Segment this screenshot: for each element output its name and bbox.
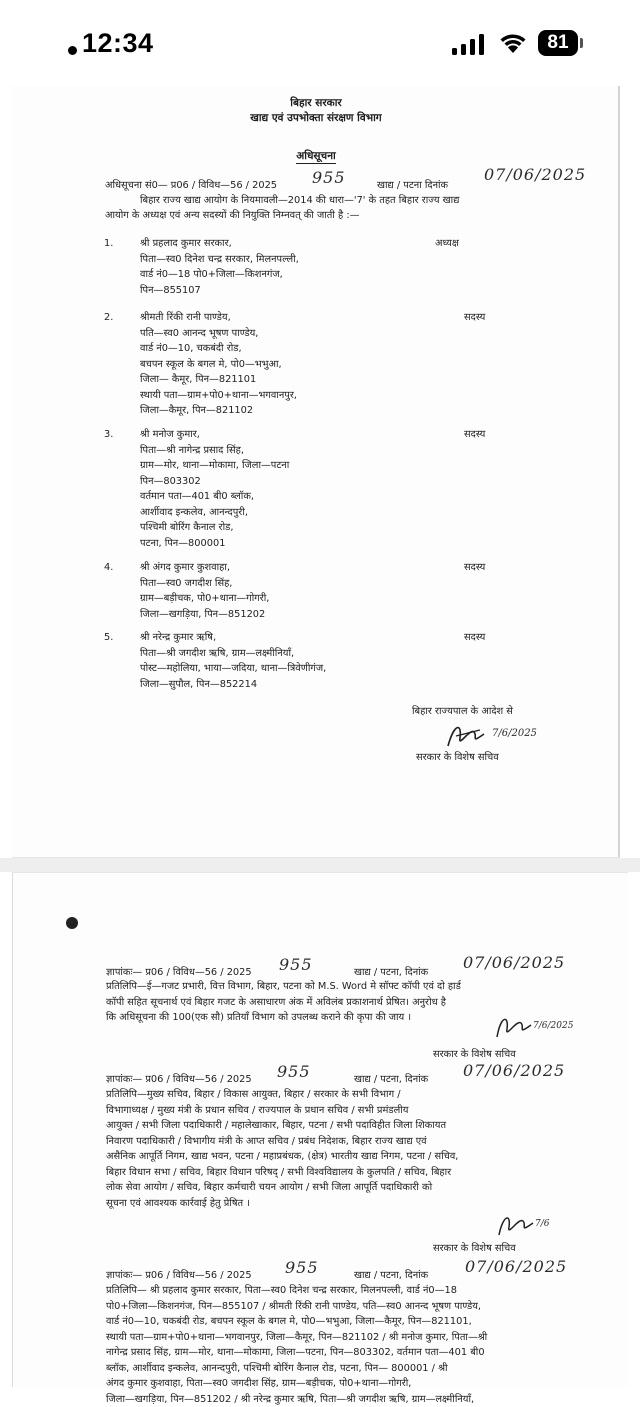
memo-line: प्रतिलिपि—मुख्य सचिव, बिहार / विकास आयुक्त, बिहार / सरकार के सभी विभाग / bbox=[106, 1087, 616, 1103]
memo-line: कॉपी सहित सूचनार्थ एवं बिहार गजट के असाधारण अंक में अविलंब प्रकाशनार्थ प्रेषित। अनुरोध है bbox=[106, 995, 616, 1011]
memo-line: प्रतिलिपि—ई—गजट प्रभारी, वित्त विभाग, बिहार, पटना को M.S. Word मे सॉफ्ट कॉपी एवं दो हार्ड bbox=[106, 979, 616, 995]
governor-order-line: बिहार राज्यपाल के आदेश से bbox=[412, 704, 513, 720]
signatory-title: सरकार के विशेष सचिव bbox=[433, 1047, 516, 1063]
member-role: सदस्य bbox=[464, 630, 485, 646]
memo-line: नागेन्द्र प्रसाद सिंह, ग्राम—मोर, थाना—मोकामा, जिला—पटना, पिन—803302, वर्तमान पता—401 बी0 bbox=[106, 1345, 616, 1361]
memo-line: कि अधिसूचना की 100(एक सौ) प्रतियाँ विभाग को उपलब्ध कराने की कृपा की जाय । bbox=[106, 1010, 616, 1026]
member-role: अध्यक्ष bbox=[435, 236, 459, 252]
member-line: वर्तमान पता—401 बी0 ब्लॉक, bbox=[140, 489, 289, 505]
memo-line: आयुक्त / सभी जिला पदाधिकारी / महालेखाकार, बिहार, पटना / सभी पदाविहीत जिला शिकायत bbox=[106, 1118, 616, 1134]
govt-heading: बिहार सरकार bbox=[12, 96, 620, 112]
member-line: ग्राम—मोर, थाना—मोकामा, जिला—पटना bbox=[140, 458, 289, 474]
memo-line: निवारण पदाधिकारी / विभागीय मंत्री के आप्त सचिव / प्रबंध निदेशक, बिहार राज्य खाद्य एवं bbox=[106, 1134, 616, 1150]
punch-hole-icon bbox=[66, 917, 78, 929]
member-line: श्री मनोज कुमार, bbox=[140, 427, 289, 443]
intro-line-2: आयोग के अध्यक्ष एवं अन्य सदस्यों की नियुक्ति निम्नवत् की जाती है :— bbox=[105, 208, 359, 224]
memo-ref: ज्ञापांकः— प्र06 / विविध—56 / 2025 bbox=[106, 1268, 252, 1284]
notification-title: अधिसूचना bbox=[12, 149, 620, 165]
memo-date: 07/06/2025 bbox=[463, 955, 565, 971]
memo-place-date-label: खाद्य / पटना, दिनांक bbox=[354, 1072, 428, 1088]
notification-place-date-label: खाद्य / पटना दिनांक bbox=[377, 178, 448, 194]
signatory-title: सरकार के विशेष सचिव bbox=[416, 750, 499, 766]
memo-ref: ज्ञापांकः— प्र06 / विविध—56 / 2025 bbox=[106, 1072, 252, 1088]
memo-line: बिहार विधान सभा / सचिव, बिहार विधान परिषद् / सभी विश्वविद्यालय के कुलपति / सचिव, बिहार bbox=[106, 1165, 616, 1181]
member-line: पोस्ट—महोलिया, भाया—जदिया, थाना—त्रिवेणीगंज, bbox=[140, 661, 326, 677]
wifi-icon bbox=[498, 31, 528, 55]
member-line: जिला— कैमूर, पिन—821101 bbox=[140, 372, 297, 388]
department-heading: खाद्य एवं उपभोक्ता संरक्षण विभाग bbox=[12, 111, 620, 127]
notification-dot-icon bbox=[68, 46, 77, 55]
memo-line: विभागाध्यक्ष / मुख्य मंत्री के प्रधान सचिव / राज्यपाल के प्रधान सचिव / सभी प्रमंडलीय bbox=[106, 1103, 616, 1119]
member-number: 3. bbox=[104, 427, 113, 443]
member-line: पिता—श्री जगदीश ऋषि, ग्राम—लक्ष्मीनियाँ, bbox=[140, 646, 326, 662]
member-line: पति—स्व0 आनन्द भूषण पाण्डेय, bbox=[140, 326, 297, 342]
member-line: जिला—खगड़िया, पिन—851202 bbox=[140, 607, 269, 623]
member-line: जिला—कैमूर, पिन—821102 bbox=[140, 403, 297, 419]
memo-number: 955 bbox=[285, 1260, 319, 1276]
intro-line-1: बिहार राज्य खाद्य आयोग के नियमावली—2014 की धारा—'7' के तहत बिहार राज्य खाद्य bbox=[140, 193, 459, 209]
document-page-2 bbox=[12, 872, 628, 1387]
signature-date: 7/6/2025 bbox=[533, 1019, 573, 1035]
member-line: पिन—855107 bbox=[140, 283, 299, 299]
memo-line: ब्लॉक, आर्शीवाद इन्कलेव, आनन्दपुरी, पश्चिमी बोरिंग कैनाल रोड, पटना, पिन— 800001 / श्री bbox=[106, 1361, 616, 1377]
memo-number: 955 bbox=[279, 957, 313, 973]
battery-tip bbox=[580, 38, 583, 48]
member-line: पिता—श्री नागेन्द्र प्रसाद सिंह, bbox=[140, 443, 289, 459]
member-number: 2. bbox=[104, 310, 113, 326]
document-page-1 bbox=[12, 86, 620, 858]
member-line: वार्ड नं0—10, चकबंदी रोड, bbox=[140, 341, 297, 357]
member-line: पिता—स्व0 दिनेश चन्द्र सरकार, मिलनपल्ली, bbox=[140, 252, 299, 268]
member-line: बचपन स्कूल के बगल मे, पो0—भभुआ, bbox=[140, 357, 297, 373]
member-line: वार्ड नं0—18 पो0+जिला—किशनगंज, bbox=[140, 267, 299, 283]
memo-number: 955 bbox=[277, 1064, 311, 1080]
signatory-title: सरकार के विशेष सचिव bbox=[433, 1241, 516, 1257]
status-time: 12:34 bbox=[82, 28, 154, 59]
member-role: सदस्य bbox=[464, 427, 485, 443]
member-line: श्री नरेन्द्र कुमार ऋषि, bbox=[140, 630, 326, 646]
memo-date: 07/06/2025 bbox=[465, 1259, 567, 1275]
member-line: श्री अंगद कुमार कुशवाहा, bbox=[140, 560, 269, 576]
memo-line: सूचना एवं आवश्यक कार्रवाई हेतु प्रेषित । bbox=[106, 1196, 616, 1212]
member-line: श्रीमती रिंकी रानी पाण्डेय, bbox=[140, 310, 297, 326]
member-number: 5. bbox=[104, 630, 113, 646]
member-line: श्री प्रहलाद कुमार सरकार, bbox=[140, 236, 299, 252]
memo-line: स्थायी पता—ग्राम+पो0+थाना—भगवानपुर, जिला—कैमूर, पिन—821102 / श्री मनोज कुमार, पिता—श्री bbox=[106, 1330, 616, 1346]
memo-line: अंगद कुमार कुशवाहा, पिता—स्व0 जगदीश सिंह, ग्राम—बड़ीचक, पो0+थाना—गोगरी, bbox=[106, 1376, 616, 1392]
notification-ref: अधिसूचना सं0— प्र06 / विविध—56 / 2025 bbox=[105, 178, 277, 194]
member-line: पश्चिमी बोरिंग कैनाल रोड, bbox=[140, 520, 289, 536]
notification-number: 955 bbox=[312, 170, 346, 186]
status-bar bbox=[0, 0, 640, 86]
member-line: पिन—803302 bbox=[140, 474, 289, 490]
member-line: जिला—सुपौल, पिन—852214 bbox=[140, 677, 326, 693]
member-role: सदस्य bbox=[464, 560, 485, 576]
memo-date: 07/06/2025 bbox=[463, 1063, 565, 1079]
memo-place-date-label: खाद्य / पटना, दिनांक bbox=[354, 965, 428, 981]
memo-line: वार्ड नं0—10, चकबंदी रोड, बचपन स्कूल के बगल मे, पो0—भभुआ, जिला—कैमूर, पिन—821101, bbox=[106, 1314, 616, 1330]
member-role: सदस्य bbox=[464, 310, 485, 326]
member-number: 1. bbox=[104, 236, 113, 252]
member-line: आर्शीवाद इन्कलेव, आनन्दपुरी, bbox=[140, 505, 289, 521]
memo-line: असैनिक आपूर्ति निगम, खाद्य भवन, पटना / महाप्रबंधक, (क्षेत्र) भारतीय खाद्य निगम, पटना / सचिव, bbox=[106, 1149, 616, 1165]
memo-line: पो0+जिला—किशनगंज, पिन—855107 / श्रीमती रिंकी रानी पाण्डेय, पति—स्व0 आनन्द भूषण पाण्डेय, bbox=[106, 1299, 616, 1315]
page-separator bbox=[0, 858, 640, 872]
memo-line: जिला—खगड़िया, पिन—851202 / श्री नरेन्द्र कुमार ऋषि, पिता—श्री जगदीश ऋषि, ग्राम—लक्ष्मीनियाँ, bbox=[106, 1392, 616, 1407]
member-number: 4. bbox=[104, 560, 113, 576]
memo-ref: ज्ञापांकः— प्र06 / विविध—56 / 2025 bbox=[106, 965, 252, 981]
memo-place-date-label: खाद्य / पटना, दिनांक bbox=[354, 1268, 428, 1284]
notification-date: 07/06/2025 bbox=[484, 167, 586, 183]
member-line: ग्राम—बड़ीचक, पो0+थाना—गोगरी, bbox=[140, 591, 269, 607]
signature-date: 7/6/2025 bbox=[492, 726, 537, 742]
battery-icon: 81 bbox=[538, 30, 578, 56]
signal-bars-icon bbox=[452, 33, 484, 55]
member-line: पिता—स्व0 जगदीश सिंह, bbox=[140, 576, 269, 592]
signature-date: 7/6 bbox=[535, 1217, 549, 1233]
member-line: पटना, पिन—800001 bbox=[140, 536, 289, 552]
memo-line: लोक सेवा आयोग / सचिव, बिहार कर्मचारी चयन आयोग / सभी जिला आपूर्ति पदाधिकारी को bbox=[106, 1180, 616, 1196]
member-line: स्थायी पता—ग्राम+पो0+थाना—भगवानपुर, bbox=[140, 388, 297, 404]
memo-line: प्रतिलिपि— श्री प्रहलाद कुमार सरकार, पिता—स्व0 दिनेश चन्द्र सरकार, मिलनपल्ली, वार्ड नं0—18 bbox=[106, 1283, 616, 1299]
